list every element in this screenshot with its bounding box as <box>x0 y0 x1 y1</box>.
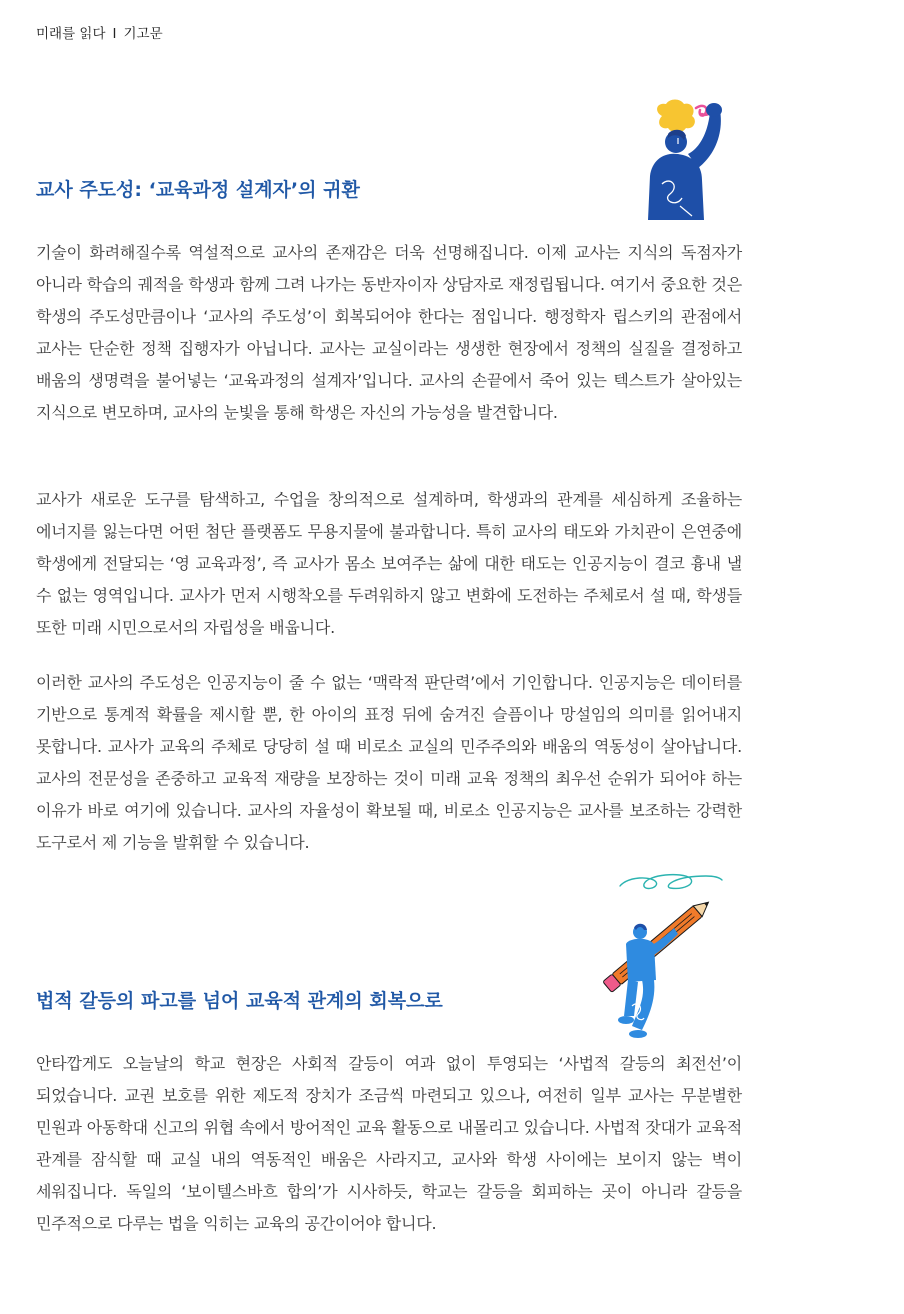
body-paragraph: 이러한 교사의 주도성은 인공지능이 줄 수 없는 ‘맥락적 판단력’에서 기인합니다. 인공지능은 데이터를 기반으로 통계적 확률을 제시할 뿐, 한 아이의 표정 뒤에 숨겨진 슬픔이나 망설임의 의미를 읽어내지 못합니다. 교사가 교육의 주체로 당당히 설 때 비로소 교실의 민주주의와 배움의 역동성이 살아납니다. 교사의 전문성을 존중하고 교육적 재량을 보장하는 것이 미래 교육 정책의 최우선 순위가 되어야 하는 이유가 바로 여기에 있습니다. 교사의 자율성이 확보될 때, 비로소 인공지능은 교사를 보조하는 강력한 도구로서 제 기능을 발휘할 수 있습니다. <box>36 673 742 852</box>
section-title: 법적 갈등의 파고를 넘어 교육적 관계의 회복으로 <box>36 990 443 1012</box>
category-label: 기고문 <box>123 26 163 42</box>
body-paragraph: 교사가 새로운 도구를 탐색하고, 수업을 창의적으로 설계하며, 학생과의 관계를 세심하게 조율하는 에너지를 잃는다면 어떤 첨단 플랫폼도 무용지물에 불과합니다. 특히 교사의 태도와 가치관이 은연중에 학생에게 전달되는 ‘영 교육과정’, 즉 교사가 몸소 보여주는 삶에 대한 태도는 인공지능이 결코 흉내 낼 수 없는 영역입니다. 교사가 먼저 시행착오를 두려워하지 않고 변화에 도전하는 주체로서 설 때, 학생들 또한 미래 시민으로서의 자립성을 배웁니다. <box>36 490 742 637</box>
body-paragraph: 안타깝게도 오늘날의 학교 현장은 사회적 갈등이 여과 없이 투영되는 ‘사법적 갈등의 최전선’이 되었습니다. 교권 보호를 위한 제도적 장치가 조금씩 마련되고 있으나, 여전히 일부 교사는 무분별한 민원과 아동학대 신고의 위협 속에서 방어적인 교육 활동으로 내몰리고 있습니다. 사법적 잣대가 교육적 관계를 잠식할 때 교실 내의 역동적인 배움은 사라지고, 교사와 학생 사이에는 보이지 않는 벽이 세워집니다. 독일의 ‘보이텔스바흐 합의’가 시사하듯, 학교는 갈등을 회피하는 곳이 아니라 갈등을 민주적으로 다루는 법을 익히는 교육의 공간이어야 합니다. <box>36 1054 742 1233</box>
body-paragraph: 기술이 화려해질수록 역설적으로 교사의 존재감은 더욱 선명해집니다. 이제 교사는 지식의 독점자가 아니라 학습의 궤적을 학생과 함께 그려 나가는 동반자이자 상담자로 재정립됩니다. 여기서 중요한 것은 학생의 주도성만큼이나 ‘교사의 주도성’이 회복되어야 한다는 점입니다. 행정학자 립스키의 관점에서 교사는 단순한 정책 집행자가 아닙니다. 교사는 교실이라는 생생한 현장에서 정책의 실질을 결정하고 배움의 생명력을 불어넣는 ‘교육과정의 설계자’입니다. 교사의 손끝에서 죽어 있는 텍스트가 살아있는 지식으로 변모하며, 교사의 눈빛을 통해 학생은 자신의 가능성을 발견합니다. <box>36 243 742 422</box>
series-label: 미래를 읽다 <box>36 26 106 42</box>
person-with-pencil-icon <box>598 870 724 1042</box>
section-title: 교사 주도성: ‘교육과정 설계자’의 귀환 <box>36 179 360 201</box>
article-header <box>36 22 163 42</box>
person-thinking-icon <box>640 98 736 222</box>
header-separator: I <box>112 26 117 42</box>
